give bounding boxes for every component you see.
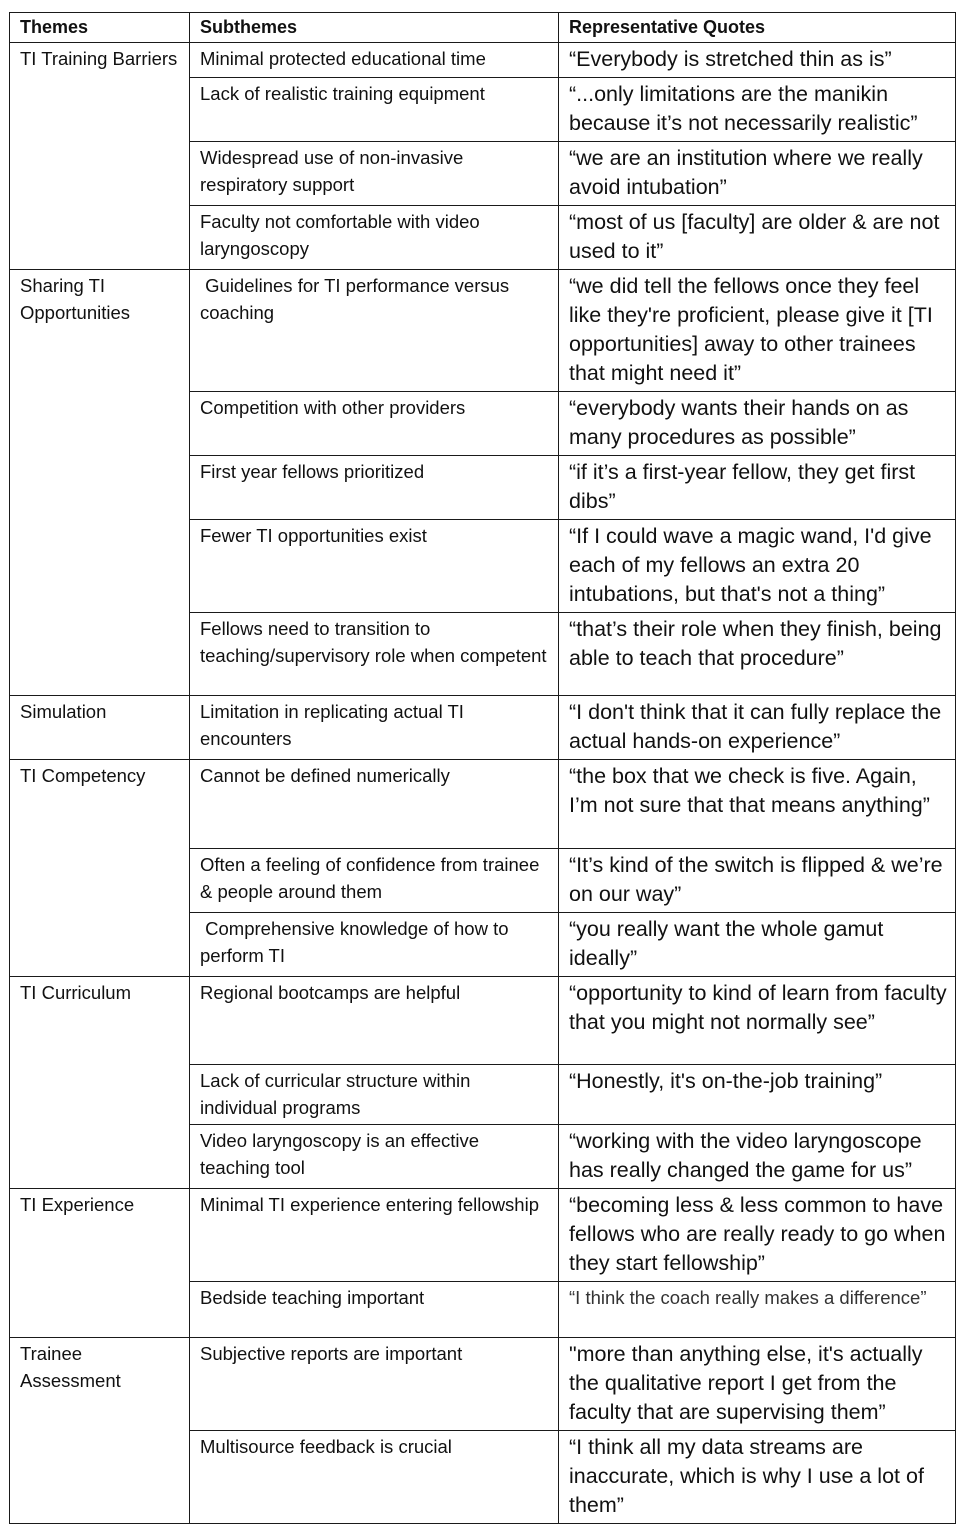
quote-cell: “if it’s a first-year fellow, they get first dibs” — [559, 456, 956, 520]
header-subthemes: Subthemes — [190, 13, 559, 43]
quote-cell: “we are an institution where we really avoid intubation” — [559, 142, 956, 206]
subtheme-cell: Minimal TI experience entering fellowship — [190, 1189, 559, 1282]
table-row — [10, 760, 956, 849]
subtheme-cell: Limitation in replicating actual TI encounters — [190, 696, 559, 760]
subtheme-cell: Lack of realistic training equipment — [190, 78, 559, 142]
table-row — [10, 1338, 956, 1431]
subtheme-cell: Bedside teaching important — [190, 1282, 559, 1338]
subtheme-cell: Multisource feedback is crucial — [190, 1431, 559, 1524]
subtheme-cell: Subjective reports are important — [190, 1338, 559, 1431]
quote-cell: “It’s kind of the switch is flipped & we’re on our way” — [559, 849, 956, 913]
theme-cell: TI Competency — [10, 760, 190, 977]
theme-cell: Trainee Assessment — [10, 1338, 190, 1524]
theme-cell: Simulation — [10, 696, 190, 760]
subtheme-cell: Faculty not comfortable with video laryngoscopy — [190, 206, 559, 270]
themes-table — [9, 12, 956, 1524]
quote-cell: “working with the video laryngoscope has really changed the game for us” — [559, 1125, 956, 1189]
quote-cell: “opportunity to kind of learn from faculty that you might not normally see” — [559, 977, 956, 1065]
quote-cell: “I think the coach really makes a difference” — [559, 1282, 956, 1338]
theme-cell: TI Experience — [10, 1189, 190, 1338]
subtheme-cell: Cannot be defined numerically — [190, 760, 559, 849]
quote-cell: “I think all my data streams are inaccurate, which is why I use a lot of them” — [559, 1431, 956, 1524]
quote-cell: “that’s their role when they finish, being able to teach that procedure” — [559, 613, 956, 696]
table-header-row — [10, 13, 956, 43]
theme-cell: Sharing TI Opportunities — [10, 270, 190, 696]
quote-cell: “you really want the whole gamut ideally” — [559, 913, 956, 977]
table-row — [10, 696, 956, 760]
quote-cell: "more than anything else, it's actually the qualitative report I get from the faculty that are supervising them” — [559, 1338, 956, 1431]
quote-cell: “becoming less & less common to have fellows who are really ready to go when they start fellowship” — [559, 1189, 956, 1282]
table-row — [10, 977, 956, 1065]
subtheme-cell: Competition with other providers — [190, 392, 559, 456]
subtheme-cell: Fewer TI opportunities exist — [190, 520, 559, 613]
subtheme-cell: Minimal protected educational time — [190, 43, 559, 78]
quote-cell: “If I could wave a magic wand, I'd give each of my fellows an extra 20 intubations, but that's not a thing” — [559, 520, 956, 613]
subtheme-cell: Guidelines for TI performance versus coaching — [190, 270, 559, 392]
quote-cell: “the box that we check is five. Again, I’m not sure that that means anything” — [559, 760, 956, 849]
quote-cell: “everybody wants their hands on as many procedures as possible” — [559, 392, 956, 456]
header-themes: Themes — [10, 13, 190, 43]
subtheme-cell: Often a feeling of confidence from trainee & people around them — [190, 849, 559, 913]
quote-cell: “most of us [faculty] are older & are not used to it” — [559, 206, 956, 270]
header-quotes: Representative Quotes — [559, 13, 956, 43]
subtheme-cell: Fellows need to transition to teaching/supervisory role when competent — [190, 613, 559, 696]
quote-cell: “...only limitations are the manikin because it’s not necessarily realistic” — [559, 78, 956, 142]
table-body — [10, 43, 956, 1524]
subtheme-cell: Comprehensive knowledge of how to perform TI — [190, 913, 559, 977]
quote-cell: “I don't think that it can fully replace the actual hands-on experience” — [559, 696, 956, 760]
table-row — [10, 1189, 956, 1282]
subtheme-cell: First year fellows prioritized — [190, 456, 559, 520]
table-row — [10, 43, 956, 78]
theme-cell: TI Curriculum — [10, 977, 190, 1189]
quote-cell: “Honestly, it's on-the-job training” — [559, 1065, 956, 1125]
subtheme-cell: Lack of curricular structure within individual programs — [190, 1065, 559, 1125]
quote-cell: “we did tell the fellows once they feel like they're proficient, please give it [TI opportunities] away to other trainees that might need it” — [559, 270, 956, 392]
table-row — [10, 270, 956, 392]
theme-cell: TI Training Barriers — [10, 43, 190, 270]
subtheme-cell: Video laryngoscopy is an effective teaching tool — [190, 1125, 559, 1189]
quote-cell: “Everybody is stretched thin as is” — [559, 43, 956, 78]
subtheme-cell: Regional bootcamps are helpful — [190, 977, 559, 1065]
subtheme-cell: Widespread use of non-invasive respiratory support — [190, 142, 559, 206]
